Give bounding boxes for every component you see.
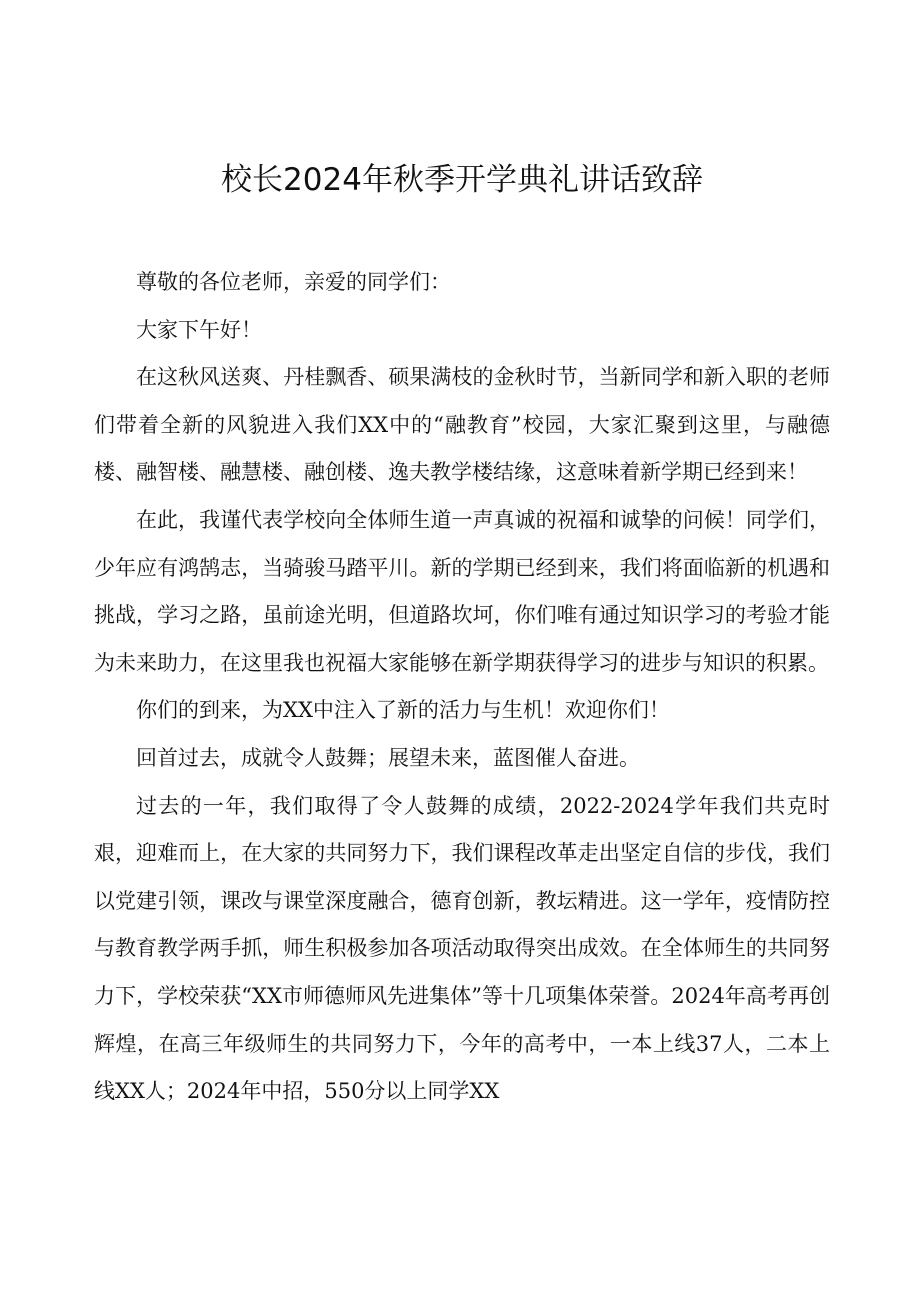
- paragraph-review: 回首过去，成就令人鼓舞；展望未来，蓝图催人奋进。: [136, 745, 640, 770]
- document-body: [94, 259, 830, 1116]
- document-title: 校长2024年秋季开学典礼讲话致辞: [221, 162, 703, 198]
- paragraph-achievements: 过去的一年，我们取得了令人鼓舞的成绩，2022-2024学年我们共克时艰，迎难而上，在大家的共同努力下，我们课程改革走出坚定自信的步伐，我们以党建引领，课改与课堂深度融合，德育创新，教坛精进。这一学年，疫情防控与教育教学两手抓，师生积极参加各项活动取得突出成效。在全体师生的共同努力下，学校荣获“XX市师德师风先进集体”等十几项集体荣誉。2024年高考再创辉煌，在高三年级师生的共同努力下，今年的高考中，一本上线37人，二本上线XX人；2024年中招，550分以上同学XX: [94, 793, 830, 1104]
- paragraph-salutation: 尊敬的各位老师，亲爱的同学们：: [136, 270, 451, 294]
- paragraph-welcome: 在这秋风送爽、丹桂飘香、硕果满枝的金秋时节，当新同学和新入职的老师们带着全新的风貌进入我们XX中的“融教育”校园，大家汇聚到这里，与融德楼、融智楼、融慧楼、融创楼、逸夫教学楼结缘，这意味着新学期已经到来！: [94, 365, 830, 485]
- paragraph-blessing: 在此，我谨代表学校向全体师生道一声真诚的祝福和诚挚的问候！同学们，少年应有鸿鹄志，当骑骏马踏平川。新的学期已经到来，我们将面临新的机遇和挑战，学习之路，虽前途光明，但道路坎坷，你们唯有通过知识学习的考验才能为未来助力，在这里我也祝福大家能够在新学期获得学习的进步与知识的积累。: [94, 507, 830, 675]
- paragraph-arrival: 你们的到来，为XX中注入了新的活力与生机！欢迎你们！: [136, 698, 670, 723]
- paragraph-greeting: 大家下午好！: [136, 317, 262, 342]
